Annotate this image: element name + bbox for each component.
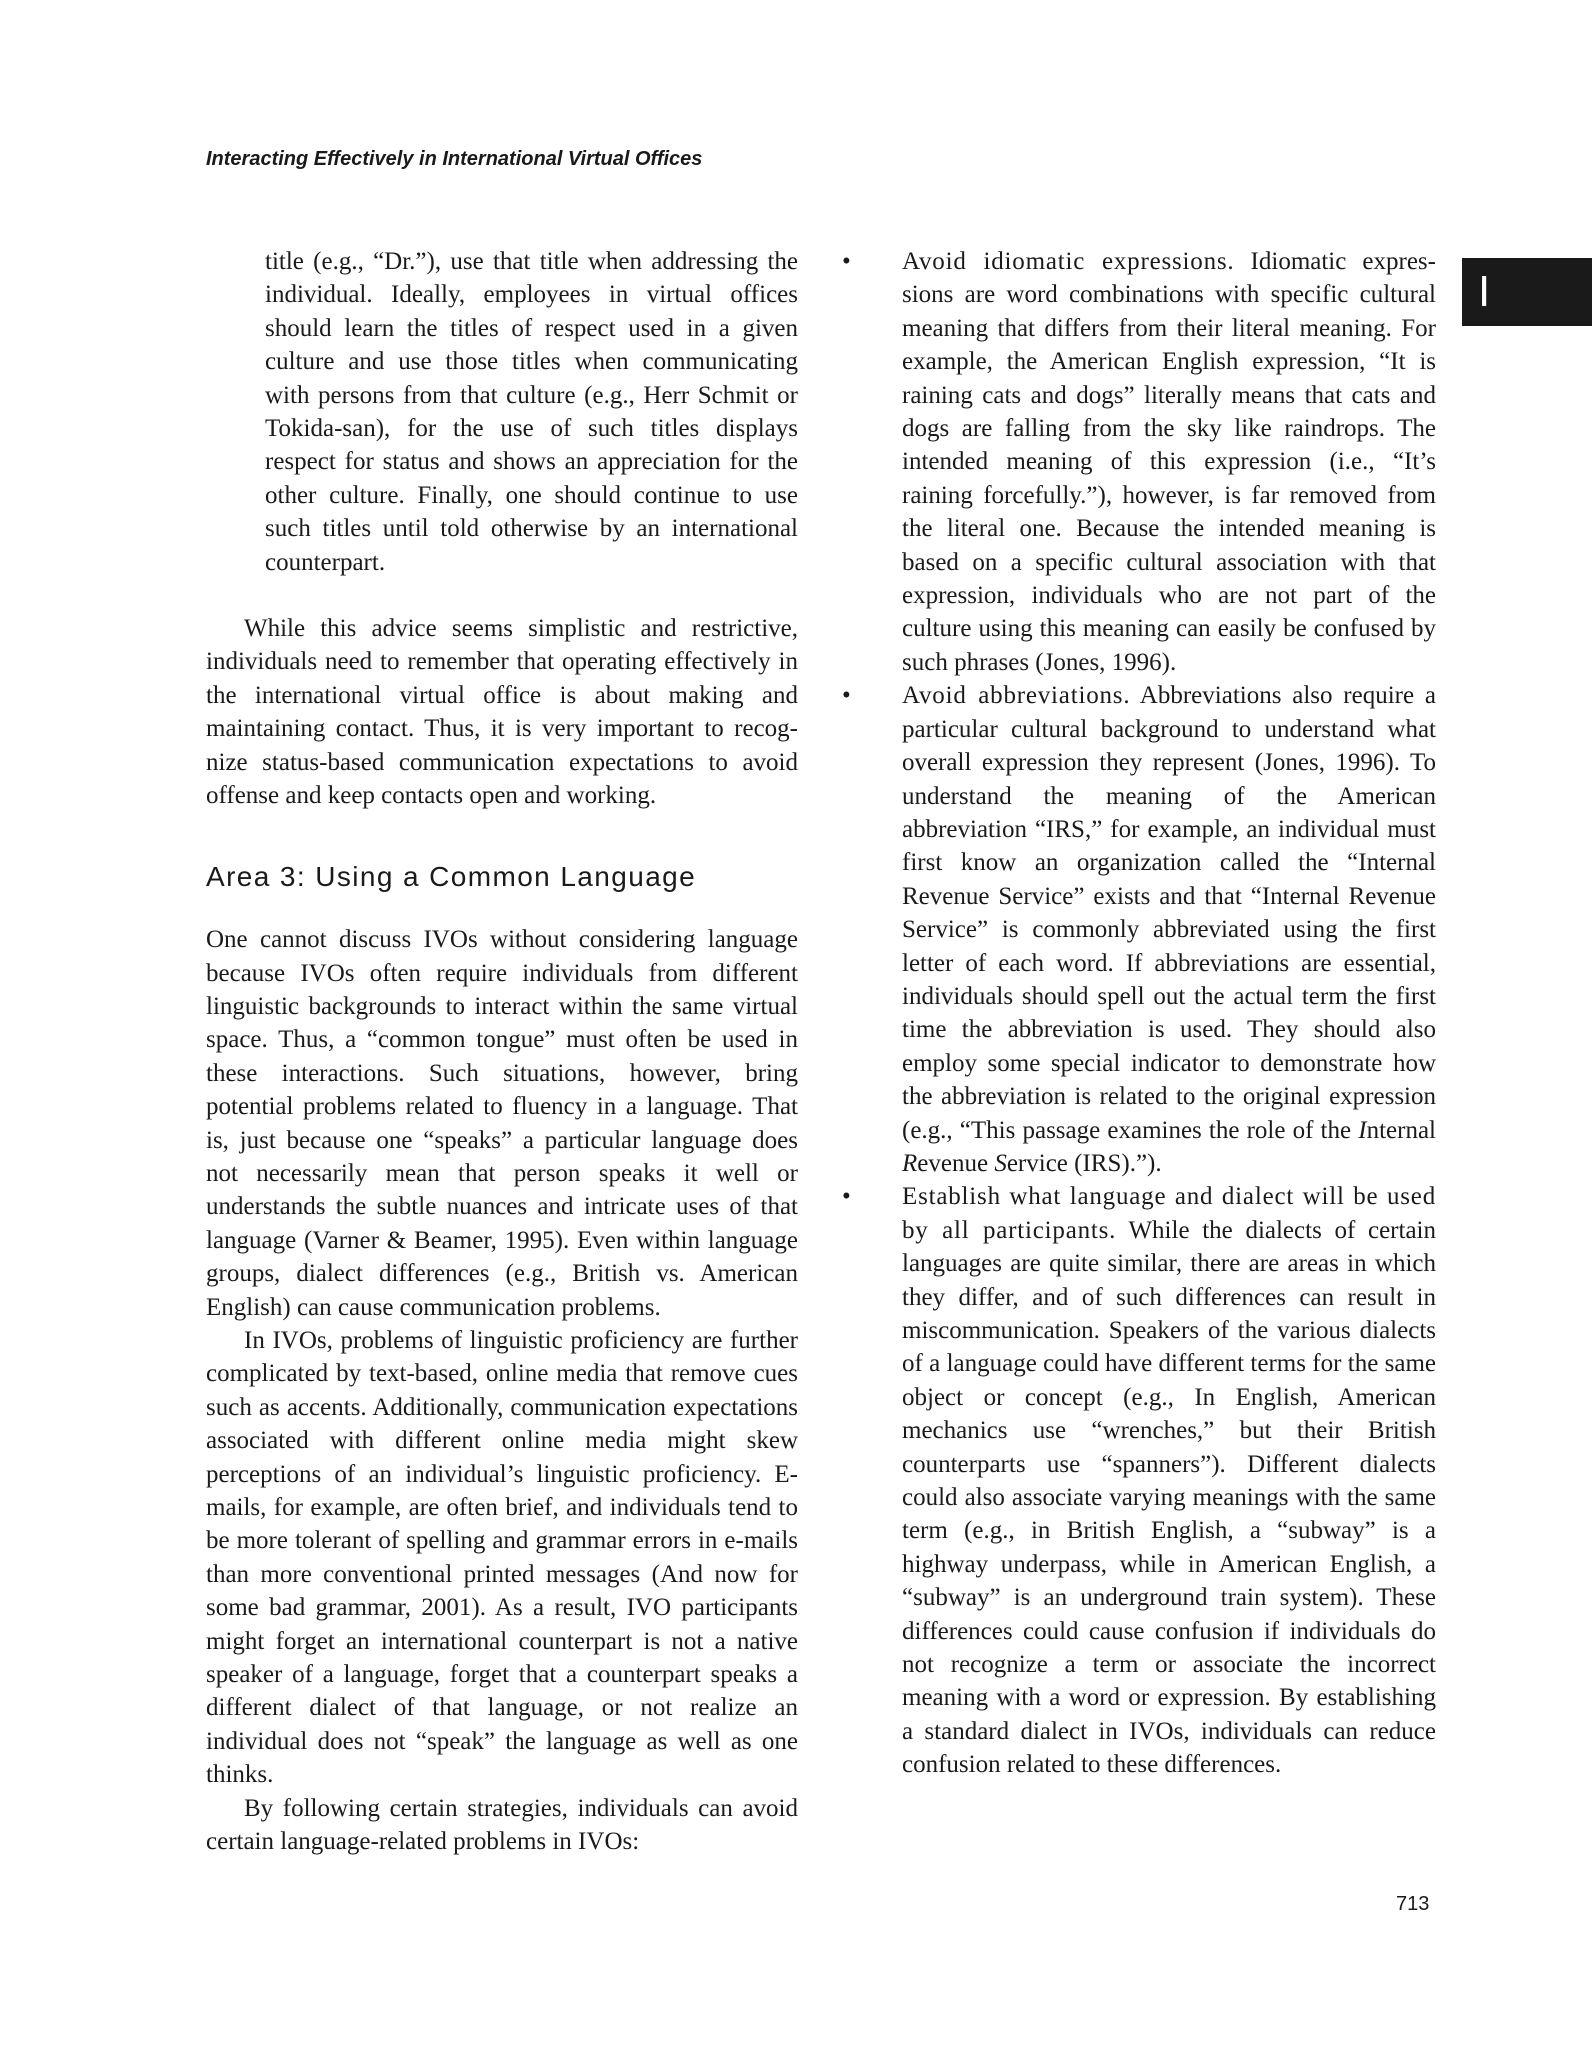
- section-thumb-tab: I: [1462, 258, 1592, 326]
- bullet-text: evenue: [917, 1149, 995, 1177]
- bullet-text: ervice (IRS).”).: [1006, 1149, 1162, 1177]
- emphasis-letter: S: [994, 1149, 1007, 1177]
- bullet-icon: •: [842, 682, 851, 710]
- advice-paragraph: While this advice seems simplistic and restrictive, individuals need to remember that operating effectively in the international virtual office is about making and maintaining contact. Thus, it is very important to recognize status-based communication expectations to avoid offense and keep contacts open and working.: [206, 615, 798, 810]
- continued-paragraph: title (e.g., “Dr.”), use that title when addressing the individual. Ideally, employees in virtual offices should learn the titles of respect used in a given culture and use those titles when communicating with persons from that culture (e.g., Herr Schmit or Tokida-san), for the use of such titles displays respect for status and shows an appreciation for the other culture. Finally, one should continue to use such titles until told otherwise by an international counterpart.: [265, 248, 798, 576]
- language-paragraph-1: One cannot discuss IVOs without considering language because IVOs often require individuals from different linguistic backgrounds to interact within the same virtual space. Thus, a “common tongue” must often be used in these interactions. Such situations, however, bring potential problems related to fluency in a language. That is, just because one “speaks” a particular language does not necessarily mean that person speaks it well or understands the subtle nuances and intricate uses of that language (Varner & Beamer, 1995). Even within language groups, dialect differences (e.g., British vs. American English) can cause communication problems.: [206, 926, 798, 1321]
- emphasis-letter: I: [1358, 1116, 1367, 1144]
- emphasis-letter: R: [902, 1149, 918, 1177]
- bullet-text: Idiomatic expressions are word combinations with specific cultural meaning that differs from their literal meaning. For example, the American English expression, “It is raining cats and dogs” literally means that cats and dogs are falling from the sky like raindrops. The intended meaning of this expression (i.e., “It’s raining forcefully.”), however, is far removed from the literal one. Because the intended meaning is based on a specific cultural association with that expression, individuals who are not part of the culture using this meaning can easily be confused by such phrases (Jones, 1996).: [902, 248, 1436, 676]
- section-heading: Area 3: Using a Common Language: [206, 860, 697, 892]
- bullet-icon: •: [842, 248, 851, 275]
- left-column: [206, 245, 798, 1858]
- bullet-text: nternal: [1366, 1116, 1436, 1144]
- bullet-text: Abbreviations also require a particular cultural background to understand what overall expression they represent (Jones, 1996). To understand the meaning of the American abbreviation “IRS,” for example, an individual must first know an organization called the “Internal Revenue Service” exists and that “Internal Revenue Service” is commonly abbreviated using the first letter of each word. If abbreviations are essential, individuals should spell out the actual term the first time the abbreviation is used. They should also employ some special indicator to demonstrate how the abbreviation is related to the original expression (e.g., “This passage examines the role of the: [902, 682, 1436, 1144]
- page-number: 713: [1396, 1893, 1430, 1915]
- list-item: [836, 1180, 1436, 1781]
- language-paragraph-2: In IVOs, problems of linguistic proficiency are further complicated by text-based, online media that remove cues such as accents. Additionally, communication expectations associated with different online media might skew perceptions of an individual’s linguistic proficiency. E-mails, for example, are often brief, and individuals tend to be more tolerant of spelling and grammar errors in e-mails than more conventional printed messages (And now for some bad grammar, 2001). As a result, IVO participants might forget an international counterpart is not a native speaker of a language, forget that a counterpart speaks a different dialect of that language, or not realize an individual does not “speak” the language as well as one thinks.: [206, 1326, 798, 1789]
- bullet-lead: Avoid abbreviations.: [902, 682, 1131, 710]
- bullet-lead: Establish what language and dialect will be used by all participants.: [902, 1183, 1436, 1244]
- bullet-lead: Avoid idiomatic expressions.: [902, 248, 1235, 275]
- list-item: [836, 245, 1436, 679]
- right-column: [836, 245, 1436, 1782]
- language-paragraph-3: By following certain strategies, individuals can avoid certain language-related problems in IVOs:: [206, 1794, 798, 1856]
- strategy-list: [836, 245, 1436, 1782]
- bullet-text: While the dialects of certain languages are quite similar, there are areas in which they differ, and of such differences can result in miscommunication. Speakers of the various dialects of a language could have different terms for the same object or concept (e.g., In English, American mechanics use “wrenches,” but their British counterparts use “spanners”). Different dialects could also associate varying meanings with the same term (e.g., in British English, a “subway” is a highway underpass, while in American English, a “subway” is an underground train system). These differences could cause confusion if individuals do not recognize a term or associate the incorrect meaning with a word or expression. By establishing a standard dialect in IVOs, individuals can reduce confusion related to these differences.: [902, 1216, 1436, 1779]
- bullet-icon: •: [842, 1183, 851, 1211]
- running-head: Interacting Effectively in International Virtual Offices: [206, 148, 703, 170]
- list-item: [836, 679, 1436, 1180]
